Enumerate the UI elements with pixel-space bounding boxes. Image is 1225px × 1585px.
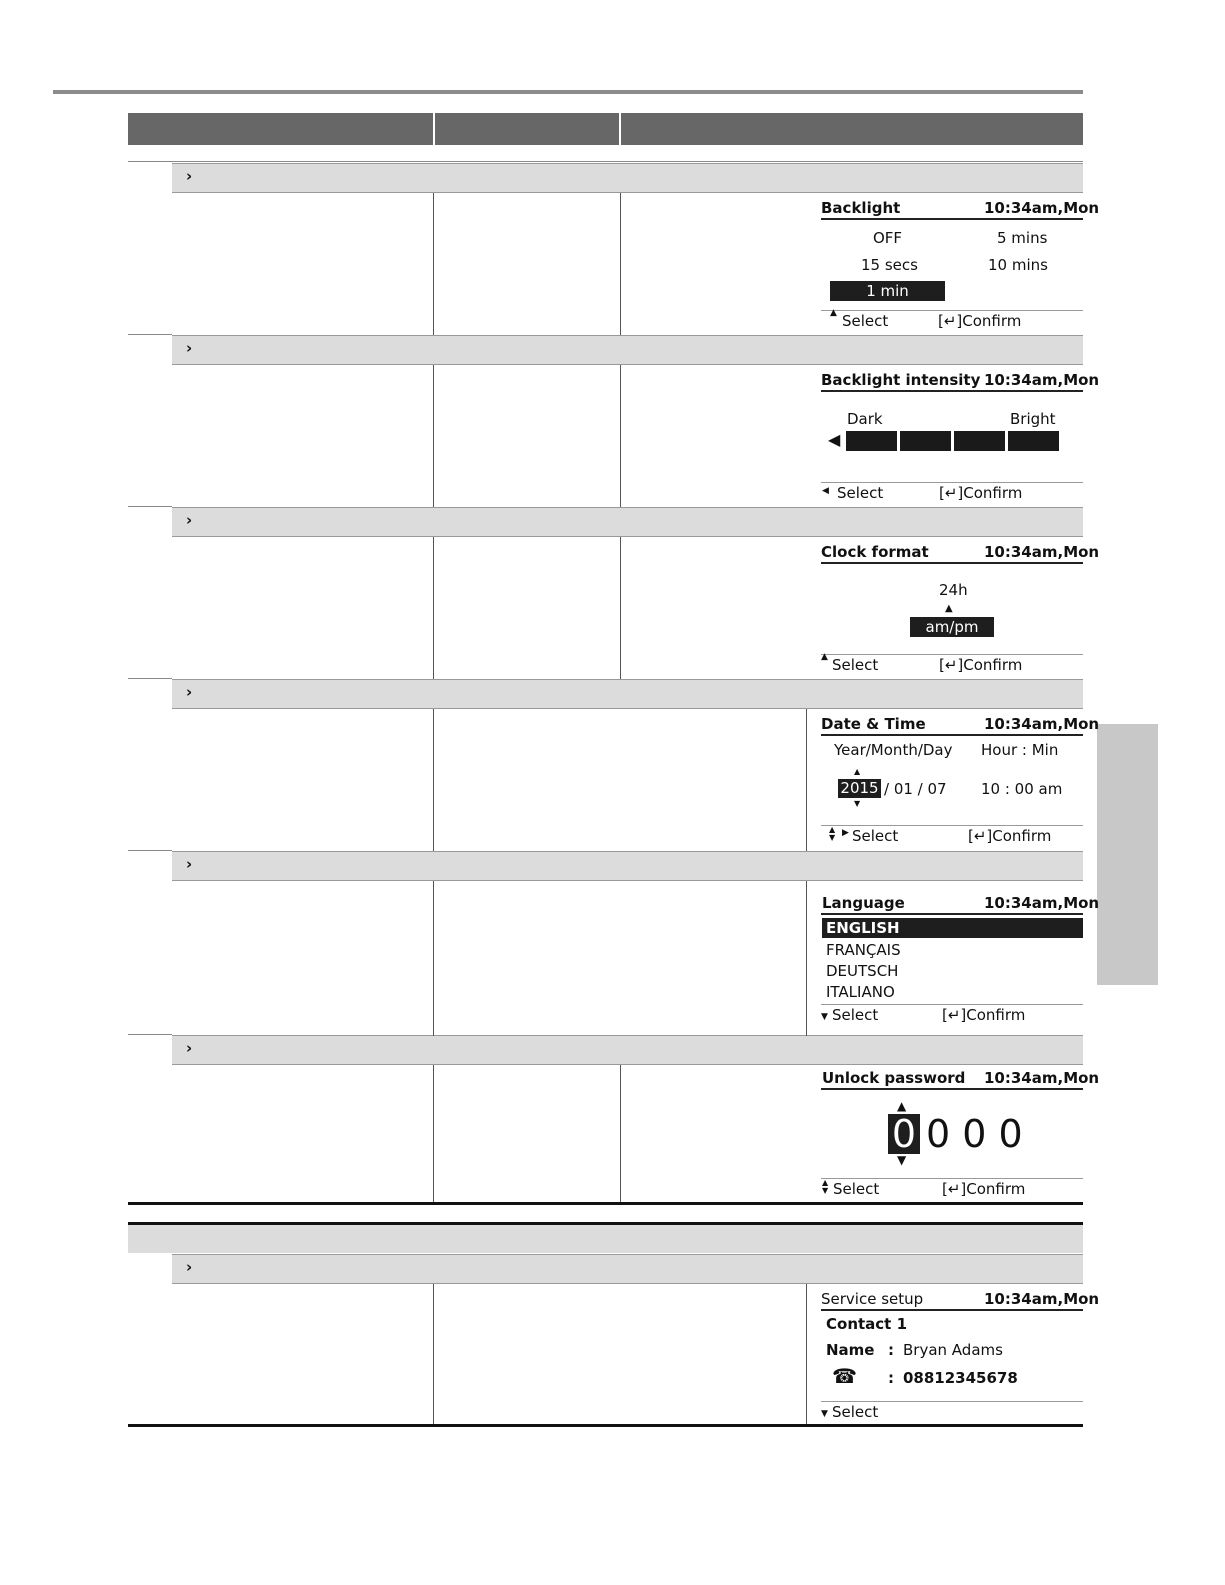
section-rule xyxy=(128,161,1083,162)
up-arrow-icon: ▲ xyxy=(897,1099,907,1113)
screen-time: 10:34am,Mon xyxy=(984,199,1100,217)
subrow-bar-4 xyxy=(172,679,1083,709)
up-arrow-icon: ▲ xyxy=(830,308,837,318)
option-off[interactable]: OFF xyxy=(873,229,903,247)
footer-rule xyxy=(821,825,1083,826)
option-10-mins[interactable]: 10 mins xyxy=(988,256,1048,274)
year-field-selected[interactable]: 2015 xyxy=(838,779,881,798)
screen-title: Date & Time xyxy=(821,715,926,733)
col-divider xyxy=(433,193,434,335)
col-divider xyxy=(433,1065,434,1203)
contact-name-value: Bryan Adams xyxy=(903,1341,1003,1359)
col-divider xyxy=(620,537,621,679)
confirm-hint: [↵]Confirm xyxy=(942,1180,1026,1198)
option-ampm-selected[interactable]: am/pm xyxy=(910,617,994,637)
select-hint: Select xyxy=(852,827,899,845)
down-arrow-icon: ▼ xyxy=(897,1153,907,1167)
footer-rule xyxy=(821,1004,1083,1005)
screen-time: 10:34am,Mon xyxy=(984,371,1100,389)
screen-title: Clock format xyxy=(821,543,929,561)
col-divider xyxy=(620,365,621,507)
row-rule xyxy=(128,1034,172,1035)
language-item[interactable]: DEUTSCH xyxy=(826,962,899,980)
select-hint: Select xyxy=(833,1180,880,1198)
col-divider xyxy=(433,881,434,1036)
table-header-col1 xyxy=(128,113,433,145)
table-header-col2 xyxy=(435,113,619,145)
col-divider xyxy=(433,1284,434,1426)
option-1-min-selected[interactable]: 1 min xyxy=(830,281,945,301)
screen-title: Backlight intensity xyxy=(821,371,981,389)
col-divider xyxy=(806,709,807,851)
intensity-segment xyxy=(846,431,897,451)
title-rule xyxy=(821,390,1083,392)
down-arrow-icon: ▼ xyxy=(821,1012,828,1022)
select-hint: Select xyxy=(832,656,879,674)
language-item-selected[interactable]: ENGLISH xyxy=(822,918,1083,938)
telephone-icon: ☎ xyxy=(832,1364,857,1388)
intensity-segment xyxy=(1008,431,1059,451)
col-divider xyxy=(433,709,434,851)
col-divider xyxy=(806,1284,807,1426)
confirm-hint: [↵]Confirm xyxy=(939,656,1023,674)
right-arrow-icon: ▶ xyxy=(842,828,849,838)
screen-time: 10:34am,Mon xyxy=(984,715,1100,733)
subrow-bar-2 xyxy=(172,335,1083,365)
footer-rule xyxy=(821,654,1083,655)
confirm-hint: [↵]Confirm xyxy=(938,312,1022,330)
section-end-rule xyxy=(128,1202,1083,1205)
confirm-hint: [↵]Confirm xyxy=(968,827,1052,845)
subrow-bar-6 xyxy=(172,1035,1083,1065)
section2-header xyxy=(128,1225,1083,1253)
footer-rule xyxy=(821,1401,1083,1402)
row-rule xyxy=(128,850,172,851)
option-5-mins[interactable]: 5 mins xyxy=(997,229,1048,247)
language-item[interactable]: ITALIANO xyxy=(826,983,895,1001)
row-rule xyxy=(128,678,172,679)
col-divider xyxy=(433,537,434,679)
select-hint: Select xyxy=(837,484,884,502)
chevron-right-icon: › xyxy=(186,511,193,529)
select-hint: Select xyxy=(832,1006,879,1024)
left-arrow-icon: ◀ xyxy=(822,486,829,496)
row-rule xyxy=(128,506,172,507)
subrow-bar-1 xyxy=(172,163,1083,193)
confirm-hint: [↵]Confirm xyxy=(942,1006,1026,1024)
section2-end-rule xyxy=(128,1424,1083,1427)
screen-title: Unlock password xyxy=(822,1069,966,1087)
select-hint: Select xyxy=(842,312,889,330)
colon: : xyxy=(888,1341,894,1359)
col-divider xyxy=(433,365,434,507)
left-arrow-icon: ◀ xyxy=(828,430,841,449)
title-rule xyxy=(821,562,1083,564)
screen-title: Service setup xyxy=(821,1290,924,1308)
option-24h[interactable]: 24h xyxy=(939,581,968,599)
footer-rule xyxy=(821,310,1083,311)
row-rule xyxy=(128,334,172,335)
title-rule xyxy=(821,1088,1083,1090)
side-tab xyxy=(1097,724,1158,985)
password-digits[interactable]: 0 0 0 xyxy=(926,1112,1023,1156)
title-rule xyxy=(821,1309,1083,1311)
subrow-bar-7 xyxy=(172,1254,1083,1284)
title-rule xyxy=(821,218,1083,220)
confirm-hint: [↵]Confirm xyxy=(939,484,1023,502)
chevron-right-icon: › xyxy=(186,1258,193,1276)
up-down-arrow-icon: ▲ ▼ xyxy=(822,1178,829,1195)
chevron-right-icon: › xyxy=(186,683,193,701)
name-label: Name xyxy=(826,1341,875,1359)
screen-time: 10:34am,Mon xyxy=(984,543,1100,561)
title-rule xyxy=(821,913,1083,915)
bright-label: Bright xyxy=(1010,410,1056,428)
footer-rule xyxy=(821,482,1083,483)
screen-time: 10:34am,Mon xyxy=(984,1069,1100,1087)
chevron-right-icon: › xyxy=(186,1039,193,1057)
colon: : xyxy=(888,1369,894,1387)
contact-label: Contact 1 xyxy=(826,1315,908,1333)
chevron-right-icon: › xyxy=(186,339,193,357)
screen-title: Language xyxy=(822,894,905,912)
col-divider xyxy=(806,881,807,1036)
hm-label: Hour : Min xyxy=(981,741,1059,759)
footer-rule xyxy=(821,1178,1083,1179)
password-digit-selected[interactable]: 0 xyxy=(888,1114,920,1154)
title-rule xyxy=(821,734,1083,736)
select-hint: Select xyxy=(832,1403,879,1421)
top-rule xyxy=(53,90,1083,94)
screen-time: 10:34am,Mon xyxy=(984,1290,1100,1308)
down-arrow-icon: ▼ xyxy=(821,1409,828,1419)
time-value[interactable]: 10 : 00 am xyxy=(981,780,1063,798)
screen-time: 10:34am,Mon xyxy=(984,894,1100,912)
contact-phone-value: 08812345678 xyxy=(903,1369,1018,1387)
screen-title: Backlight xyxy=(821,199,901,217)
intensity-segment xyxy=(954,431,1005,451)
up-arrow-icon: ▲ xyxy=(945,603,953,614)
dark-label: Dark xyxy=(847,410,883,428)
up-down-right-arrow-icon: ▲ ▼ xyxy=(829,825,836,842)
option-15-secs[interactable]: 15 secs xyxy=(861,256,918,274)
subrow-bar-5 xyxy=(172,851,1083,881)
chevron-right-icon: › xyxy=(186,167,193,185)
col-divider xyxy=(620,1065,621,1203)
language-item[interactable]: FRANÇAIS xyxy=(826,941,901,959)
date-rest[interactable]: / 01 / 07 xyxy=(884,780,947,798)
up-arrow-icon: ▲ xyxy=(821,652,828,662)
down-arrow-icon: ▼ xyxy=(854,799,861,808)
chevron-right-icon: › xyxy=(186,855,193,873)
subrow-bar-3 xyxy=(172,507,1083,537)
col-divider xyxy=(620,193,621,335)
table-header-col3 xyxy=(621,113,1083,145)
up-arrow-icon: ▲ xyxy=(854,767,861,776)
ymd-label: Year/Month/Day xyxy=(834,741,953,759)
intensity-segment xyxy=(900,431,951,451)
